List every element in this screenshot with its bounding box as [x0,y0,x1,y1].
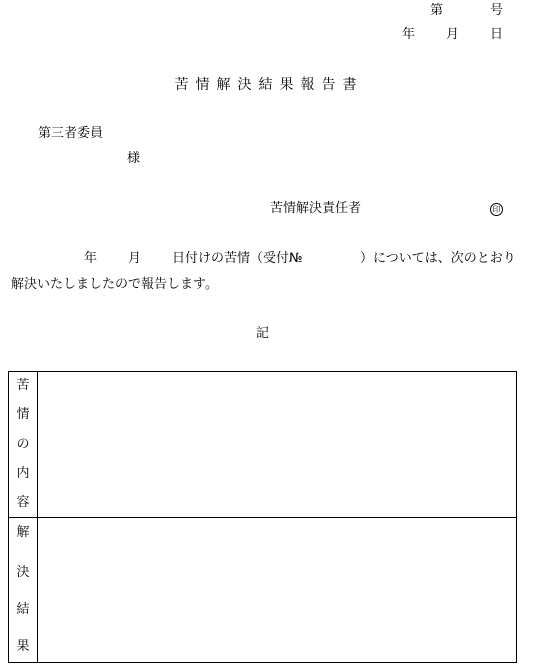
date-day: 日 [490,27,504,42]
document-date [0,28,538,42]
row2-label-char: 果 [16,639,30,654]
body-line2: 解決いたしましたので報告します。 [11,277,218,292]
result-table [8,371,517,663]
row1-label-char: 情 [16,407,30,422]
complaint-content-area [38,372,516,517]
body-line1-end: ）については、次のとおり [360,251,516,266]
responsible-label: 苦情解決責任者 [270,201,362,216]
document-number [0,4,538,18]
body-month: 月 [128,251,142,266]
seal-icon: 印 [490,203,503,216]
ki-heading: 記 [256,326,270,341]
addressee-name: 第三者委員 [38,126,104,141]
row2-label-char: 決 [16,565,30,580]
document-title: 苦情解決結果報告書 [174,77,364,93]
addressee-honorific: 様 [127,151,141,166]
row2-label-char: 解 [16,525,30,540]
date-month: 月 [446,27,460,42]
row1-label-char: の [16,437,30,452]
row2-label-char: 結 [16,602,30,617]
number-suffix: 号 [490,3,504,18]
row1-label-char: 苦 [16,378,30,393]
seal-mark [490,202,503,216]
body-year: 年 [84,251,98,266]
number-prefix: 第 [430,3,444,18]
body-line1-text: 日付けの苦情（受付№ [172,251,303,266]
resolution-result-area [38,518,516,662]
row1-label-char: 容 [16,495,30,510]
row1-label-char: 内 [16,466,30,481]
date-year: 年 [402,27,416,42]
